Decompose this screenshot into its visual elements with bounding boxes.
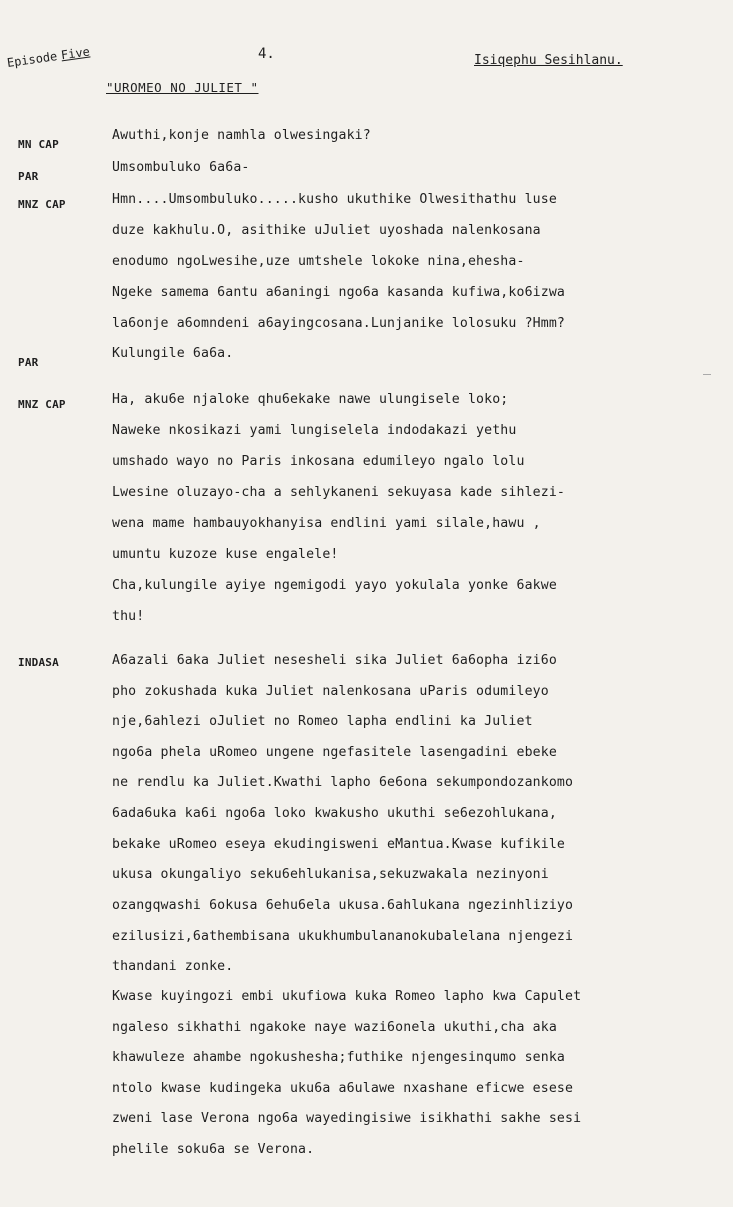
narration-line: zweni lase Verona ngo6a wayedingisiwe isikhathi sakhe sesi	[112, 1111, 582, 1126]
script-title: "UROMEO NO JULIET "	[106, 80, 259, 95]
dialogue-line: Umsombuluko 6a6a-	[112, 160, 250, 175]
narration-line: ne rendlu ka Juliet.Kwathi lapho 6e6ona sekumpondozankomo	[112, 775, 574, 790]
speaker-label: MNZ CAP	[18, 198, 66, 211]
narration-line: khawuleze ahambe ngokushesha;futhike njengesinqumo senka	[112, 1050, 566, 1065]
narration-line: nje,6ahlezi oJuliet no Romeo lapha endlini ka Juliet	[112, 714, 533, 729]
page-number: 4.	[258, 46, 275, 62]
narration-line: 6ada6uka ka6i ngo6a loko kwakusho ukuthi se6ezohlukana,	[112, 806, 557, 821]
narration-line: thandani zonke.	[112, 959, 234, 974]
narration-line: ezilusizi,6athembisana ukukhumbulananokubalelana njengezi	[112, 929, 574, 944]
dialogue-line: Kulungile 6a6a.	[112, 346, 234, 361]
narration-line: ngaleso sikhathi ngakoke naye wazi6onela ukuthi,cha aka	[112, 1020, 557, 1035]
episode-label	[6, 45, 91, 70]
dialogue-line: wena mame hambauyokhanyisa endlini yami silale,hawu ,	[112, 516, 541, 531]
narration-line: phelile soku6a se Verona.	[112, 1142, 315, 1157]
speaker-label: MNZ CAP	[18, 398, 66, 411]
dialogue-line: Lwesine oluzayo-cha a sehlykaneni sekuyasa kade sihlezi-	[112, 485, 566, 500]
speaker-label: PAR	[18, 170, 39, 183]
episode-number: Five	[60, 44, 91, 63]
dialogue-line: enodumo ngoLwesihe,uze umtshele lokoke nina,ehesha-	[112, 254, 525, 269]
narration-line: Kwase kuyingozi embi ukufiowa kuka Romeo lapho kwa Capulet	[112, 989, 582, 1004]
narration-line: bekake uRomeo eseya ekudingisweni eMantua.Kwase kufikile	[112, 837, 566, 852]
dialogue-line: umshado wayo no Paris inkosana edumileyo ngalo lolu	[112, 454, 525, 469]
speaker-label: INDASA	[18, 656, 59, 669]
dialogue-line: umuntu kuzoze kuse engalele!	[112, 547, 339, 562]
dialogue-line: thu!	[112, 609, 145, 624]
speaker-label: MN CAP	[18, 138, 59, 151]
narration-line: ukusa okungaliyo seku6ehlukanisa,sekuzwakala nezinyoni	[112, 867, 549, 882]
dialogue-line: la6onje a6omndeni a6ayingcosana.Lunjanike lolosuku ?Hmm?	[112, 316, 566, 331]
dialogue-line: Awuthi,konje namhla olwesingaki?	[112, 128, 371, 143]
narration-line: ozangqwashi 6okusa 6ehu6ela ukusa.6ahlukana ngezinhliziyo	[112, 898, 574, 913]
dialogue-line: Cha,kulungile ayiye ngemigodi yayo yokulala yonke 6akwe	[112, 578, 557, 593]
dialogue-line: duze kakhulu.O, asithike uJuliet uyoshada nalenkosana	[112, 223, 541, 238]
speaker-label: PAR	[18, 356, 39, 369]
dialogue-line: Ngeke samema 6antu a6aningi ngo6a kasanda kufiwa,ko6izwa	[112, 285, 566, 300]
page-mark	[703, 374, 711, 375]
dialogue-line: Naweke nkosikazi yami lungiselela indodakazi yethu	[112, 423, 517, 438]
dialogue-line: Ha, aku6e njaloke qhu6ekake nawe ulungisele loko;	[112, 392, 509, 407]
isiqephu-label: Isiqephu Sesihlanu.	[474, 53, 623, 68]
narration-line: A6azali 6aka Juliet nesesheli sika Juliet 6a6opha izi6o	[112, 653, 557, 668]
episode-word: Episode	[6, 49, 59, 70]
narration-line: ngo6a phela uRomeo ungene ngefasitele lasengadini ebeke	[112, 745, 557, 760]
narration-line: ntolo kwase kudingeka uku6a a6ulawe nxashane eficwe esese	[112, 1081, 574, 1096]
dialogue-line: Hmn....Umsombuluko.....kusho ukuthike Olwesithathu luse	[112, 192, 557, 207]
narration-line: pho zokushada kuka Juliet nalenkosana uParis odumileyo	[112, 684, 549, 699]
